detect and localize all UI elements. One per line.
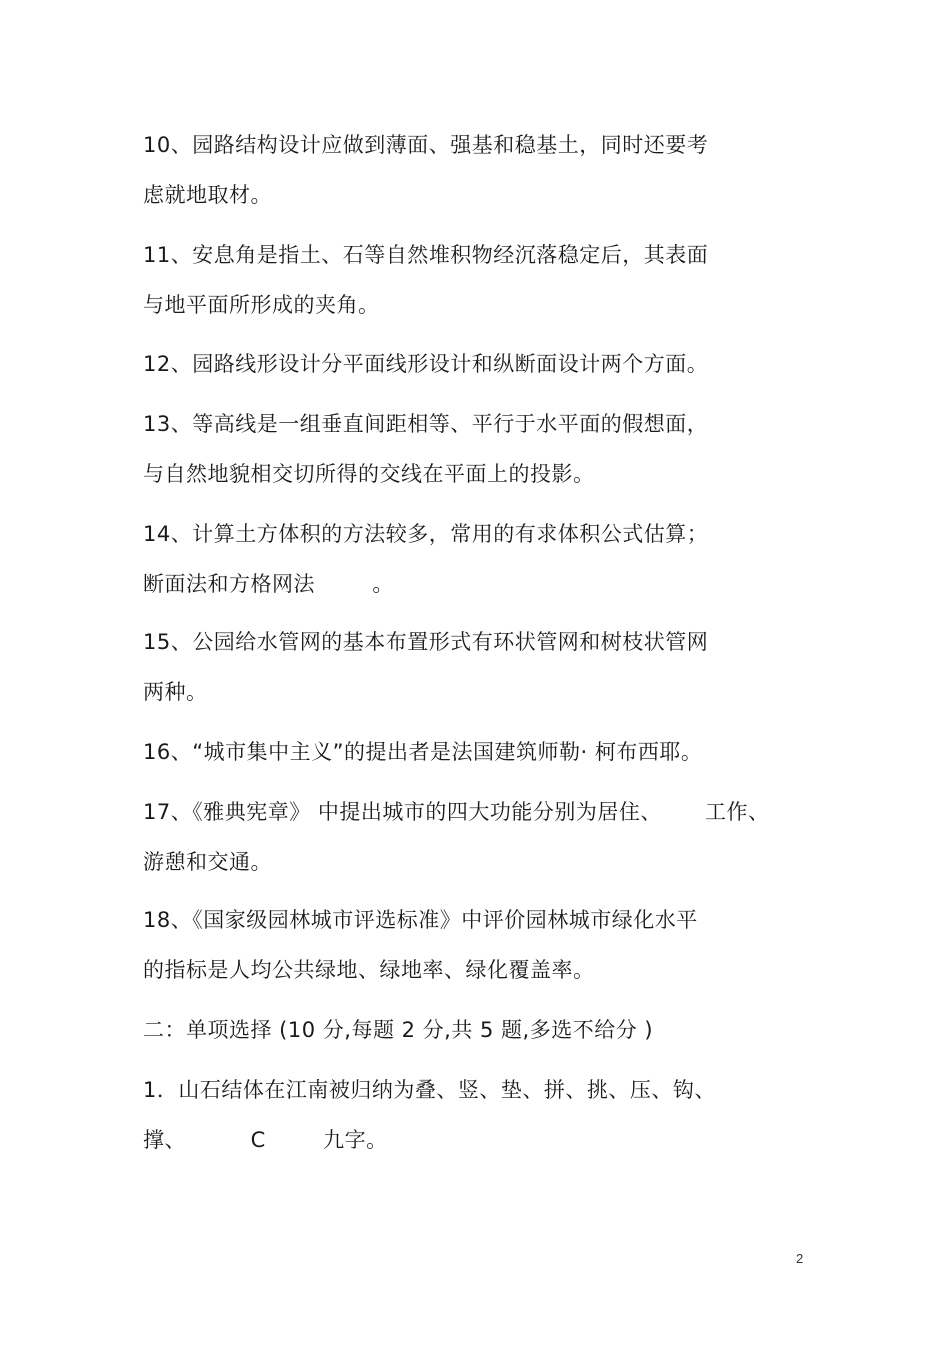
item-15-line-1: 15、公园给水管网的基本布置形式有环状管网和树枝状管网 — [143, 630, 709, 654]
item-14-line-1: 14、计算土方体积的方法较多，常用的有求体积公式估算； — [143, 522, 709, 546]
page-number: 2 — [796, 1251, 804, 1266]
item-13-line-1: 13、等高线是一组垂直间距相等、平行于水平面的假想面， — [143, 412, 709, 436]
item-12-line-1: 12、园路线形设计分平面线形设计和纵断面设计两个方面。 — [143, 352, 709, 376]
item-17-line-1: 17、《雅典宪章》 中提出城市的四大功能分别为居住、 工作、 — [143, 800, 770, 824]
item-11-line-1: 11、安息角是指土、石等自然堆积物经沉落稳定后，其表面 — [143, 243, 709, 267]
item-18-line-2: 的指标是人均公共绿地、绿地率、绿化覆盖率。 — [143, 958, 595, 982]
item-17-line-2: 游憩和交通。 — [143, 850, 272, 874]
item-10-line-2: 虑就地取材。 — [143, 183, 272, 207]
item-15-line-2: 两种。 — [143, 680, 208, 704]
item-13-line-2: 与自然地貌相交切所得的交线在平面上的投影。 — [143, 462, 595, 486]
item-16-line-1: 16、“城市集中主义”的提出者是法国建筑师勒· 柯布西耶。 — [143, 740, 703, 764]
question-1-line-2: 撑、 C 九字。 — [143, 1128, 388, 1152]
item-11-line-2: 与地平面所形成的夹角。 — [143, 293, 380, 317]
item-10-line-1: 10、园路结构设计应做到薄面、强基和稳基土，同时还要考 — [143, 133, 709, 157]
section-heading: 二：单项选择 (10 分,每题 2 分,共 5 题,多选不给分 ) — [143, 1018, 654, 1042]
item-14-line-2: 断面法和方格网法 。 — [143, 572, 394, 596]
item-18-line-1: 18、《国家级园林城市评选标准》中评价园林城市绿化水平 — [143, 908, 698, 932]
question-1-line-1: 1．山石结体在江南被归纳为叠、竖、垫、拼、挑、压、钩、 — [143, 1078, 716, 1102]
